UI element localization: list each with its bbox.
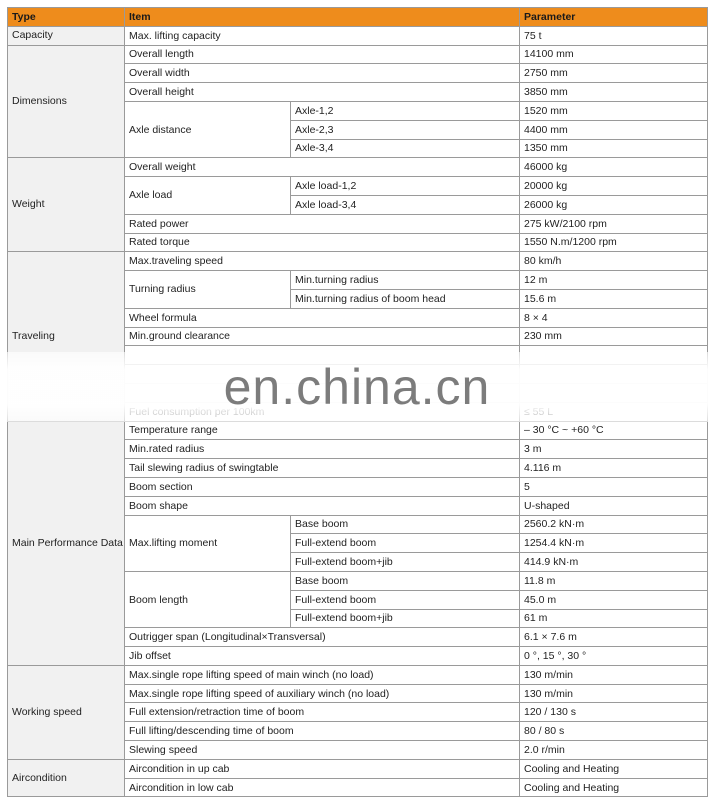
watermark-overlay xyxy=(0,352,714,422)
type-cell: Main Performance Data xyxy=(8,421,125,665)
value-cell: 80 km/h xyxy=(520,252,708,271)
value-cell: U-shaped xyxy=(520,496,708,515)
sub-item-cell: Axle load-3,4 xyxy=(291,195,520,214)
value-cell: 11.8 m xyxy=(520,571,708,590)
value-cell: 5 xyxy=(520,477,708,496)
value-cell: 15.6 m xyxy=(520,289,708,308)
value-cell: 2.0 r/min xyxy=(520,741,708,760)
value-cell: 75 t xyxy=(520,26,708,45)
header-type: Type xyxy=(8,8,125,27)
value-cell: 2750 mm xyxy=(520,64,708,83)
table-row xyxy=(8,45,708,64)
item-cell: Overall height xyxy=(125,83,520,102)
value-cell: 14100 mm xyxy=(520,45,708,64)
value-cell: Cooling and Heating xyxy=(520,759,708,778)
value-cell: 120 / 130 s xyxy=(520,703,708,722)
sub-item-cell: Base boom xyxy=(291,515,520,534)
value-cell: 414.9 kN·m xyxy=(520,553,708,572)
item-cell: Boom section xyxy=(125,477,520,496)
sub-item-cell: Min.turning radius xyxy=(291,271,520,290)
value-cell: 1254.4 kN·m xyxy=(520,534,708,553)
sub-item-cell: Axle-1,2 xyxy=(291,101,520,120)
type-cell: Capacity xyxy=(8,26,125,45)
sub-item-cell: Full-extend boom xyxy=(291,590,520,609)
type-cell: Dimensions xyxy=(8,45,125,158)
item-cell: Aircondition in up cab xyxy=(125,759,520,778)
value-cell: 80 / 80 s xyxy=(520,722,708,741)
type-cell: Weight xyxy=(8,158,125,252)
value-cell: 1350 mm xyxy=(520,139,708,158)
table-row xyxy=(8,665,708,684)
value-cell: 1520 mm xyxy=(520,101,708,120)
table-row xyxy=(8,252,708,271)
value-cell: 4.116 m xyxy=(520,459,708,478)
header-row xyxy=(8,8,708,27)
item-cell: Max.lifting moment xyxy=(125,515,291,571)
item-cell: Temperature range xyxy=(125,421,520,440)
value-cell: – 30 °C ~ +60 °C xyxy=(520,421,708,440)
value-cell: 26000 kg xyxy=(520,195,708,214)
item-cell: Boom shape xyxy=(125,496,520,515)
value-cell: 130 m/min xyxy=(520,665,708,684)
value-cell: 4400 mm xyxy=(520,120,708,139)
item-cell: Max.traveling speed xyxy=(125,252,520,271)
header-item: Item xyxy=(125,8,520,27)
item-cell: Overall weight xyxy=(125,158,520,177)
value-cell: 0 °, 15 °, 30 ° xyxy=(520,647,708,666)
item-cell: Max.single rope lifting speed of main winch (no load) xyxy=(125,665,520,684)
table-row xyxy=(8,421,708,440)
value-cell: 8 × 4 xyxy=(520,308,708,327)
sub-item-cell: Axle-2,3 xyxy=(291,120,520,139)
value-cell: 20000 kg xyxy=(520,177,708,196)
sub-item-cell: Full-extend boom+jib xyxy=(291,609,520,628)
item-cell: Outrigger span (Longitudinal×Transversal) xyxy=(125,628,520,647)
item-cell: Axle distance xyxy=(125,101,291,157)
value-cell: Cooling and Heating xyxy=(520,778,708,797)
table-row xyxy=(8,158,708,177)
item-cell: Rated torque xyxy=(125,233,520,252)
watermark-text: en.china.cn xyxy=(223,359,491,415)
item-cell: Overall width xyxy=(125,64,520,83)
item-cell: Min.ground clearance xyxy=(125,327,520,346)
value-cell: 130 m/min xyxy=(520,684,708,703)
value-cell: 6.1 × 7.6 m xyxy=(520,628,708,647)
value-cell: 45.0 m xyxy=(520,590,708,609)
sub-item-cell: Full-extend boom+jib xyxy=(291,553,520,572)
item-cell: Aircondition in low cab xyxy=(125,778,520,797)
item-cell: Max.single rope lifting speed of auxiliary winch (no load) xyxy=(125,684,520,703)
value-cell: 2560.2 kN·m xyxy=(520,515,708,534)
item-cell: Boom length xyxy=(125,571,291,627)
item-cell: Tail slewing radius of swingtable xyxy=(125,459,520,478)
item-cell: Axle load xyxy=(125,177,291,215)
item-cell: Full extension/retraction time of boom xyxy=(125,703,520,722)
value-cell: 12 m xyxy=(520,271,708,290)
item-cell: Full lifting/descending time of boom xyxy=(125,722,520,741)
header-parameter: Parameter xyxy=(520,8,708,27)
sub-item-cell: Min.turning radius of boom head xyxy=(291,289,520,308)
item-cell: Min.rated radius xyxy=(125,440,520,459)
sub-item-cell: Axle load-1,2 xyxy=(291,177,520,196)
sub-item-cell: Full-extend boom xyxy=(291,534,520,553)
sub-item-cell: Base boom xyxy=(291,571,520,590)
type-cell: Aircondition xyxy=(8,759,125,797)
item-cell: Turning radius xyxy=(125,271,291,309)
value-cell: 1550 N.m/1200 rpm xyxy=(520,233,708,252)
table-row xyxy=(8,26,708,45)
value-cell: 61 m xyxy=(520,609,708,628)
value-cell: 230 mm xyxy=(520,327,708,346)
item-cell: Wheel formula xyxy=(125,308,520,327)
item-cell: Max. lifting capacity xyxy=(125,26,520,45)
type-cell: Working speed xyxy=(8,665,125,759)
value-cell: 275 kW/2100 rpm xyxy=(520,214,708,233)
type-cell: Traveling xyxy=(8,252,125,421)
item-cell: Rated power xyxy=(125,214,520,233)
value-cell: 3 m xyxy=(520,440,708,459)
table-row xyxy=(8,759,708,778)
item-cell: Jib offset xyxy=(125,647,520,666)
value-cell: 46000 kg xyxy=(520,158,708,177)
item-cell: Overall length xyxy=(125,45,520,64)
value-cell: 3850 mm xyxy=(520,83,708,102)
item-cell: Slewing speed xyxy=(125,741,520,760)
sub-item-cell: Axle-3,4 xyxy=(291,139,520,158)
